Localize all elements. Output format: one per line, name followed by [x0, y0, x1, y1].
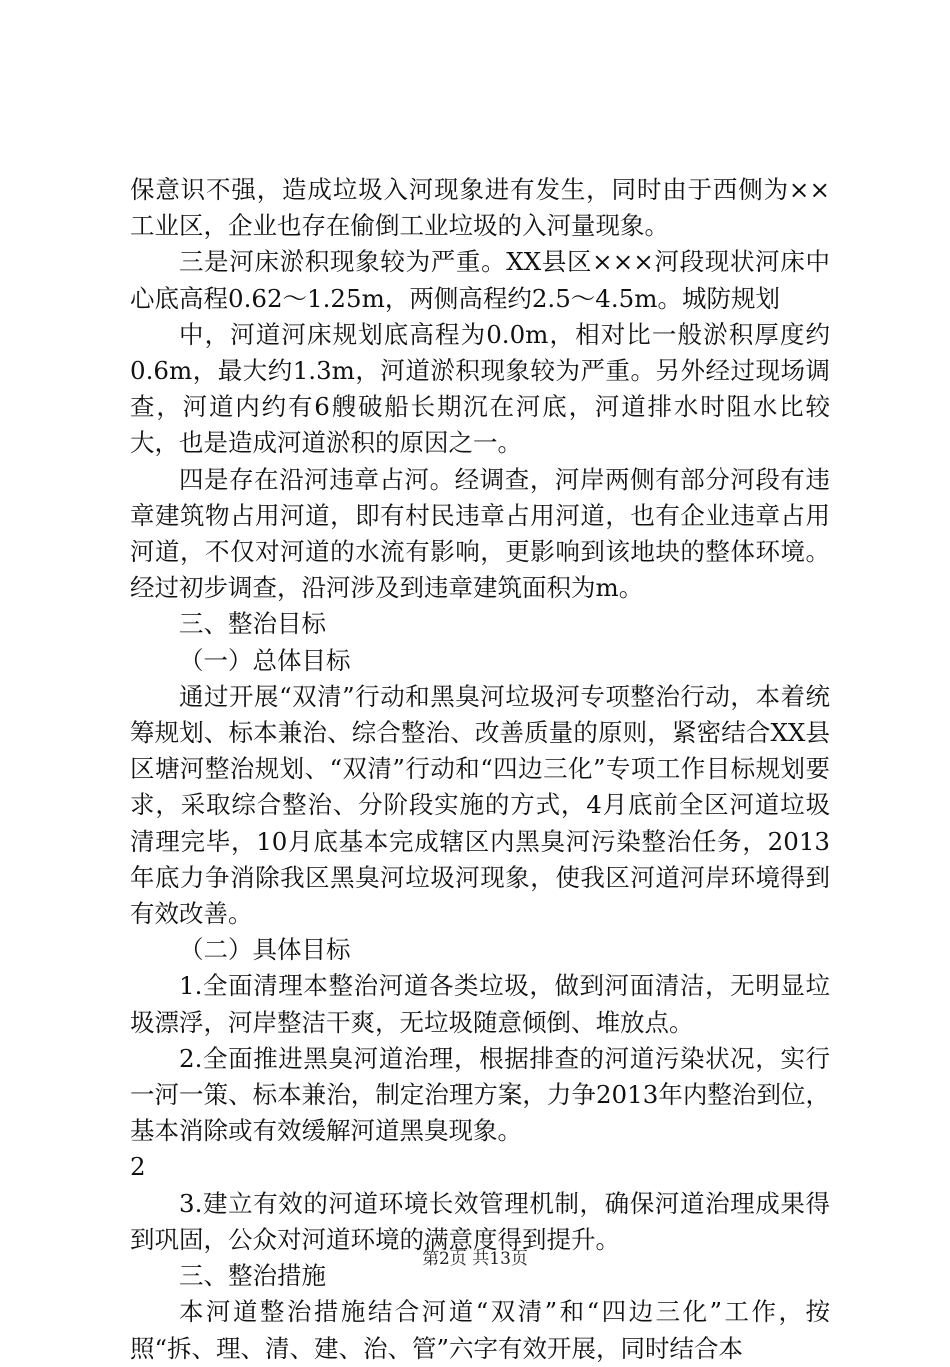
- paragraph-overall-goal: 通过开展“双清”行动和黑臭河垃圾河专项整治行动，本着统筹规划、标本兼治、综合整治、改善质量的原则，紧密结合XX县区塘河整治规划、“双清”行动和“四边三化”专项工作目标规划要求，采取综合整治、分阶段实施的方式，4月底前全区河道垃圾清理完毕，10月底基本完成辖区内黑臭河污染整治任务，2013年底力争消除我区黑臭河垃圾河现象，使我区河道河岸环境得到有效改善。: [130, 681, 830, 929]
- page-footer: 第2页 共13页: [422, 1249, 528, 1269]
- inline-page-number: 2: [130, 1152, 146, 1182]
- list-item-1: 1.全面清理本整治河道各类垃圾，做到河面清洁，无明显垃圾漂浮，河岸整洁干爽，无垃圾随意倾倒、堆放点。: [130, 971, 830, 1037]
- list-item-2: 2.全面推进黑臭河道治理，根据排查的河道污染状况，实行一河一策、标本兼治，制定治理方案，力争2013年内整治到位，基本消除或有效缓解河道黑臭现象。: [130, 1043, 830, 1146]
- paragraph-3: 中，河道河床规划底高程为0.0m，相对比一般淤积厚度约0.6m，最大约1.3m，河道淤积现象较为严重。另外经过现场调查，河道内约有6艘破船长期沉在河底，河道排水时阻水比较大，也是造成河道淤积的原因之一。: [130, 319, 830, 458]
- document-body: [130, 172, 830, 1367]
- list-item-3: 3.建立有效的河道环境长效管理机制，确保河道治理成果得到巩固，公众对河道环境的满意度得到提升。: [130, 1188, 830, 1254]
- paragraph-2: 三是河床淤积现象较为严重。XX县区×××河段现状河床中心底高程0.62～1.25m，两侧高程约2.5～4.5m。城防规划: [130, 247, 830, 313]
- section-heading-measures: 三、整治措施: [179, 1261, 326, 1291]
- section-heading-goals: 三、整治目标: [179, 609, 326, 639]
- paragraph-4: 四是存在沿河违章占河。经调查，河岸两侧有部分河段有违章建筑物占用河道，即有村民违章占用河道，也有企业违章占用河道，不仅对河道的水流有影响，更影响到该地块的整体环境。经过初步调查，沿河涉及到违章建筑面积为m。: [130, 464, 830, 603]
- paragraph-measures: 本河道整治措施结合河道“双清”和“四边三化”工作，按照“拆、理、清、建、治、管”六字有效开展，同时结合本: [130, 1297, 830, 1363]
- paragraph-1: 保意识不强，造成垃圾入河现象进有发生，同时由于西侧为××工业区，企业也存在偷倒工业垃圾的入河量现象。: [130, 175, 830, 241]
- subheading-specific-goals: （二）具体目标: [179, 935, 351, 965]
- subheading-overall-goal: （一）总体目标: [179, 645, 351, 675]
